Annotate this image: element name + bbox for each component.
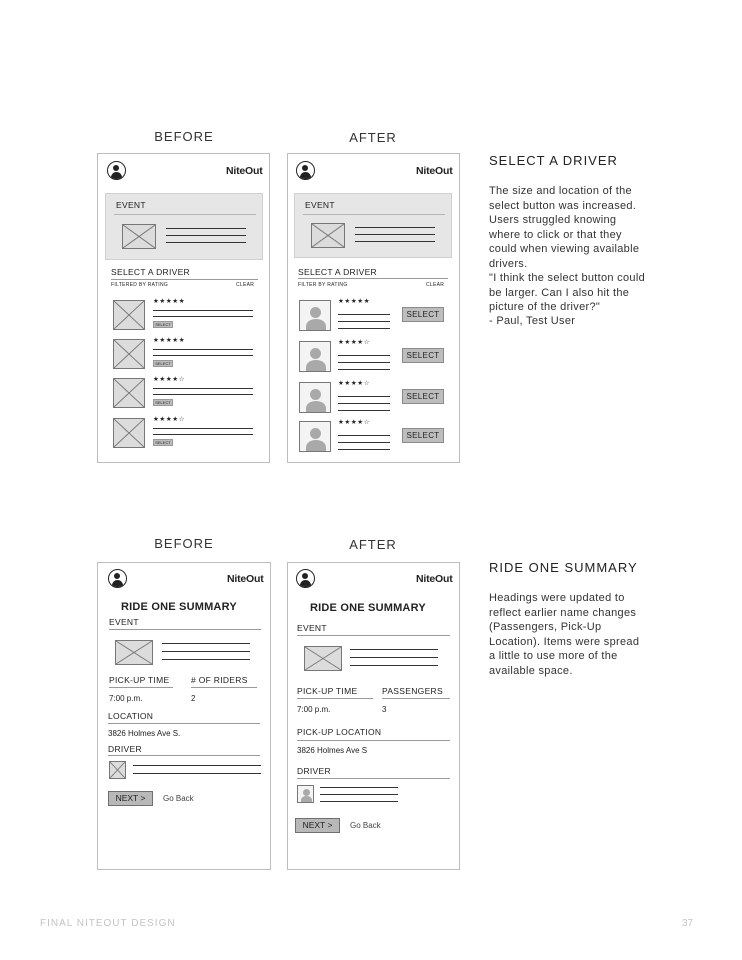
after-label: AFTER <box>349 537 397 552</box>
event-label: EVENT <box>297 623 327 633</box>
brand-logo: NiteOut <box>226 165 263 177</box>
after-phone-ride-summary <box>287 562 460 870</box>
driver-photo-icon[interactable] <box>297 785 314 803</box>
rating-stars: ★★★★★ <box>153 337 186 344</box>
before-label: BEFORE <box>154 129 214 144</box>
profile-avatar-icon[interactable] <box>107 161 126 180</box>
section-heading-ride-summary: RIDE ONE SUMMARY <box>489 560 638 575</box>
select-button[interactable]: SELECT <box>153 399 173 406</box>
driver-photo-icon <box>113 378 145 408</box>
select-button[interactable]: SELECT <box>153 321 173 328</box>
location-value: 3826 Holmes Ave S. <box>108 729 181 738</box>
section-heading-select-driver: SELECT A DRIVER <box>489 153 618 168</box>
user-quote: "I think the select button could be larger. Can I also hit the picture of the driver?" <box>489 272 645 313</box>
summary-title: RIDE ONE SUMMARY <box>121 601 237 613</box>
profile-avatar-icon[interactable] <box>108 569 127 588</box>
riders-label: # OF RIDERS <box>191 675 248 685</box>
event-card[interactable] <box>294 193 452 258</box>
event-image-icon <box>311 223 345 248</box>
event-image-icon <box>304 646 342 671</box>
before-phone-select-driver <box>97 153 270 463</box>
next-button[interactable]: NEXT > <box>108 791 153 806</box>
go-back-link[interactable]: Go Back <box>350 821 381 830</box>
event-image-icon <box>122 224 156 249</box>
rating-stars: ★★★★★ <box>338 298 371 305</box>
select-button[interactable]: SELECT <box>402 348 444 363</box>
location-value: 3826 Holmes Ave S <box>297 746 368 755</box>
rating-stars: ★★★★☆ <box>338 380 371 387</box>
select-driver-heading: SELECT A DRIVER <box>111 267 190 277</box>
next-button[interactable]: NEXT > <box>295 818 340 833</box>
brand-logo: NiteOut <box>416 165 453 177</box>
rating-stars: ★★★★☆ <box>338 339 371 346</box>
go-back-link[interactable]: Go Back <box>163 794 194 803</box>
brand-logo: NiteOut <box>416 573 453 585</box>
driver-photo-icon <box>113 418 145 448</box>
driver-photo-icon[interactable] <box>299 300 331 331</box>
section-description: Headings were updated to reflect earlier name changes (Passengers, Pick-Up Location). Items were spread a little to use more of the available space. <box>489 592 640 677</box>
rating-stars: ★★★★☆ <box>153 416 186 423</box>
profile-avatar-icon[interactable] <box>296 569 315 588</box>
select-button[interactable]: SELECT <box>402 307 444 322</box>
event-label: EVENT <box>116 200 146 210</box>
pickup-time-value: 7:00 p.m. <box>297 705 331 714</box>
quote-attribution: - Paul, Test User <box>489 315 576 327</box>
location-label: LOCATION <box>108 711 154 721</box>
clear-filter[interactable]: CLEAR <box>426 282 445 288</box>
filter-label[interactable]: FILTER BY RATING <box>298 282 348 288</box>
profile-avatar-icon[interactable] <box>296 161 315 180</box>
section-description: The size and location of the select button was increased. Users struggled knowing where to click or that they could when viewing available drivers. <box>489 185 640 270</box>
after-label: AFTER <box>349 130 397 145</box>
event-card[interactable] <box>105 193 263 260</box>
passengers-value: 3 <box>382 705 387 714</box>
before-label: BEFORE <box>154 536 214 551</box>
page-number: 37 <box>682 918 694 929</box>
after-phone-select-driver <box>287 153 460 463</box>
driver-photo-icon[interactable] <box>299 341 331 372</box>
driver-photo-icon <box>109 761 126 779</box>
driver-photo-icon <box>113 339 145 369</box>
rating-stars: ★★★★☆ <box>153 376 186 383</box>
rating-stars: ★★★★☆ <box>338 419 371 426</box>
event-image-icon <box>115 640 153 665</box>
select-button[interactable]: SELECT <box>153 360 173 367</box>
select-button[interactable]: SELECT <box>153 439 173 446</box>
clear-filter[interactable]: CLEAR <box>236 282 255 288</box>
select-button[interactable]: SELECT <box>402 428 444 443</box>
driver-photo-icon[interactable] <box>299 382 331 413</box>
footer-title: FINAL NITEOUT DESIGN <box>40 918 176 929</box>
passengers-label: PASSENGERS <box>382 686 443 696</box>
select-driver-heading: SELECT A DRIVER <box>298 267 377 277</box>
rating-stars: ★★★★★ <box>153 298 186 305</box>
pickup-location-label: PICK-UP LOCATION <box>297 727 382 737</box>
before-phone-ride-summary <box>97 562 271 870</box>
event-label: EVENT <box>109 617 139 627</box>
select-button[interactable]: SELECT <box>402 389 444 404</box>
driver-photo-icon <box>113 300 145 330</box>
riders-value: 2 <box>191 694 196 703</box>
driver-label: DRIVER <box>297 766 331 776</box>
event-label: EVENT <box>305 200 335 210</box>
summary-title: RIDE ONE SUMMARY <box>310 602 426 614</box>
driver-photo-icon[interactable] <box>299 421 331 452</box>
driver-label: DRIVER <box>108 744 142 754</box>
pickup-time-label: PICK-UP TIME <box>297 686 358 696</box>
filter-label[interactable]: FILTERED BY RATING <box>111 282 169 288</box>
pickup-time-label: PICK-UP TIME <box>109 675 170 685</box>
pickup-time-value: 7:00 p.m. <box>109 694 143 703</box>
brand-logo: NiteOut <box>227 573 264 585</box>
